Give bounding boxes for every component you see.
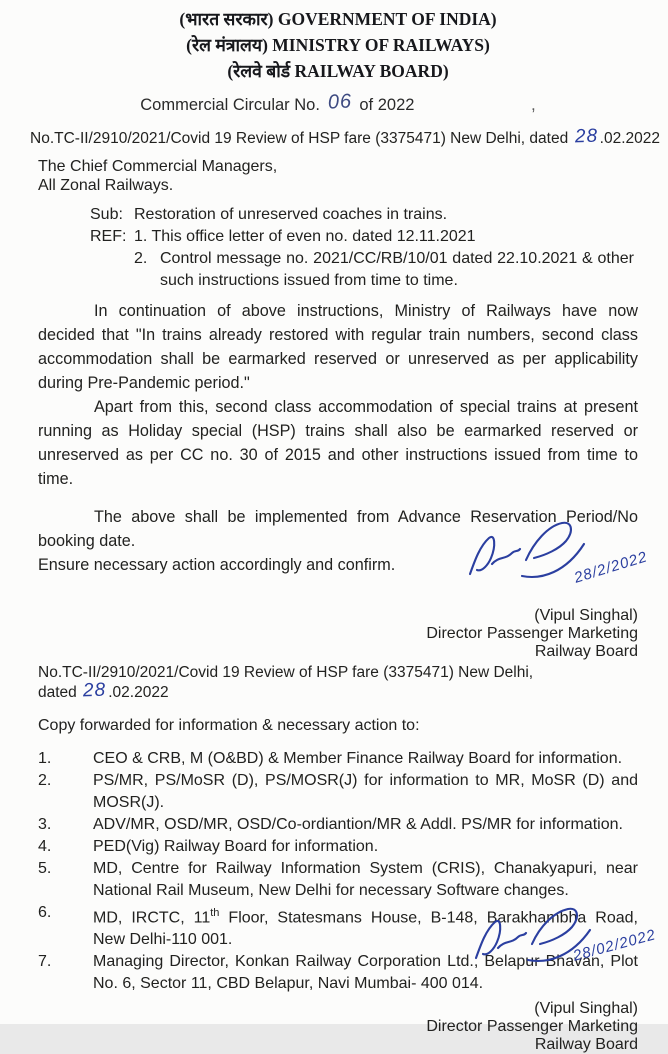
- list-item-text: Managing Director, Konkan Railway Corporation Ltd., Belapur Bhavan, Plot No. 6, Sector 11, CBD Belapur, Navi Mumbai- 400 014.: [93, 953, 638, 993]
- subject-reference-block: [90, 204, 638, 292]
- list-item: [38, 836, 638, 858]
- ordinal-suffix: th: [210, 907, 220, 919]
- letterhead-line-government: (भारत सरकार) GOVERNMENT OF INDIA): [179, 9, 497, 29]
- list-item-number: 5.: [38, 860, 52, 877]
- list-item: [38, 902, 638, 951]
- handwritten-day: 28: [574, 125, 598, 148]
- signatory-title: Director Passenger Marketing: [426, 1018, 638, 1036]
- list-item-number: 2.: [38, 772, 52, 789]
- list-item: [38, 770, 638, 814]
- handwritten-day-2: 28: [82, 679, 107, 702]
- signatory-block-bottom: [38, 1000, 638, 1054]
- list-item: [38, 748, 638, 770]
- file-reference-text: No.TC-II/2910/2021/Covid 19 Review of HSP fare (3375471) New Delhi, dated: [30, 130, 569, 147]
- signatory-org: Railway Board: [534, 643, 638, 660]
- subject-text: Restoration of unreserved coaches in trains.: [134, 206, 448, 223]
- reference-item-2-number: 2.: [134, 250, 148, 267]
- file-reference-date-rest: .02.2022: [599, 130, 660, 147]
- file-reference-2-line-1: No.TC-II/2910/2021/Covid 19 Review of HSP fare (3375471) New Delhi,: [38, 664, 534, 681]
- list-item: [38, 814, 638, 836]
- addressee-line-2: All Zonal Railways.: [38, 177, 174, 194]
- circular-prefix: Commercial Circular No.: [140, 96, 320, 114]
- body-paragraph-4: Ensure necessary action accordingly and confirm.: [38, 556, 396, 574]
- signatory-block-top: [38, 607, 638, 661]
- list-item-text: PS/MR, PS/MoSR (D), PS/MOSR(J) for information to MR, MoSR (D) and MOSR(J).: [93, 772, 638, 811]
- list-item-number: 3.: [38, 816, 52, 833]
- subject-label: Sub:: [90, 206, 123, 223]
- signatory-name: (Vipul Singhal): [534, 607, 638, 624]
- reference-item-2: [134, 248, 638, 292]
- list-item-text: MD, IRCTC, 11th Floor, Statesmans House, B-148, Barakhambha Road, New Delhi-110 001.: [93, 907, 639, 949]
- list-item-number: 4.: [38, 838, 52, 855]
- file-reference-line: [30, 125, 660, 149]
- body-text: [38, 299, 638, 577]
- list-item-number: 6.: [38, 904, 52, 921]
- circular-number-line: [38, 90, 638, 117]
- reference-row: [90, 226, 638, 248]
- list-item: [38, 951, 638, 995]
- handwritten-signature-date-bottom: 28/02/2022: [571, 926, 658, 965]
- reference-item-2-text: Control message no. 2021/CC/RB/10/01 dated 22.10.2021 & other such instructions issued from time to time.: [160, 250, 634, 289]
- list-item: [38, 858, 638, 902]
- reference-item-1: 1. This office letter of even no. dated 12.11.2021: [134, 228, 476, 245]
- addressee-block: [38, 157, 638, 195]
- file-reference-2-date-rest: .02.2022: [108, 684, 169, 701]
- handwritten-circular-number: 06: [326, 90, 353, 114]
- copy-forwarded-list: [38, 748, 638, 995]
- list-item-text: MD, Centre for Railway Information System (CRIS), Chanakyapuri, near National Rail Museum, New Delhi for necessary Software changes.: [93, 860, 638, 899]
- letterhead-line-ministry: (रेल मंत्रालय) MINISTRY OF RAILWAYS): [186, 35, 490, 55]
- reference-label: REF:: [90, 228, 127, 245]
- signatory-name: (Vipul Singhal): [534, 1000, 638, 1018]
- subject-row: [90, 204, 638, 226]
- body-paragraph-2: Apart from this, second class accommodation of special trains at present running as Holiday special (HSP) trains shall also be earmarked reserved or unreserved as per CC no. 30 of 2015 and other instructions issued from time to time.: [38, 398, 638, 488]
- circular-suffix: of 2022: [359, 96, 415, 114]
- file-reference-line-2: [38, 663, 638, 702]
- signatory-org: Railway Board: [534, 1036, 638, 1054]
- list-item-text: ADV/MR, OSD/MR, OSD/Co-ordiantion/MR & Addl. PS/MR for information.: [93, 816, 623, 833]
- list-item-number: 1.: [38, 750, 52, 767]
- dated-label: dated: [38, 684, 77, 701]
- signatory-title: Director Passenger Marketing: [426, 625, 638, 642]
- letterhead: [38, 6, 638, 84]
- body-paragraph-1: In continuation of above instructions, Ministry of Railways have now decided that "In trains already restored with regular train numbers, second class accommodation shall be earmarked reserved or unreserved as per applicability during Pre-Pandemic period.": [38, 302, 638, 392]
- file-reference-2-line-2: [38, 679, 638, 702]
- letterhead-line-railway-board: (रेलवे बोर्ड RAILWAY BOARD): [227, 61, 449, 81]
- list-item-text: CEO & CRB, M (O&BD) & Member Finance Railway Board for information.: [93, 750, 623, 767]
- list-item-number: 7.: [38, 953, 52, 971]
- list-item-text: PED(Vig) Railway Board for information.: [93, 838, 379, 855]
- copy-forwarded-heading: Copy forwarded for information & necessary action to:: [38, 717, 420, 734]
- addressee-line-1: The Chief Commercial Managers,: [38, 158, 278, 175]
- stray-comma-mark: ,: [531, 95, 536, 114]
- handwritten-signature-date-top: 28/2/2022: [572, 548, 650, 587]
- body-paragraph-3: The above shall be implemented from Advance Reservation Period/No booking date.: [38, 508, 638, 550]
